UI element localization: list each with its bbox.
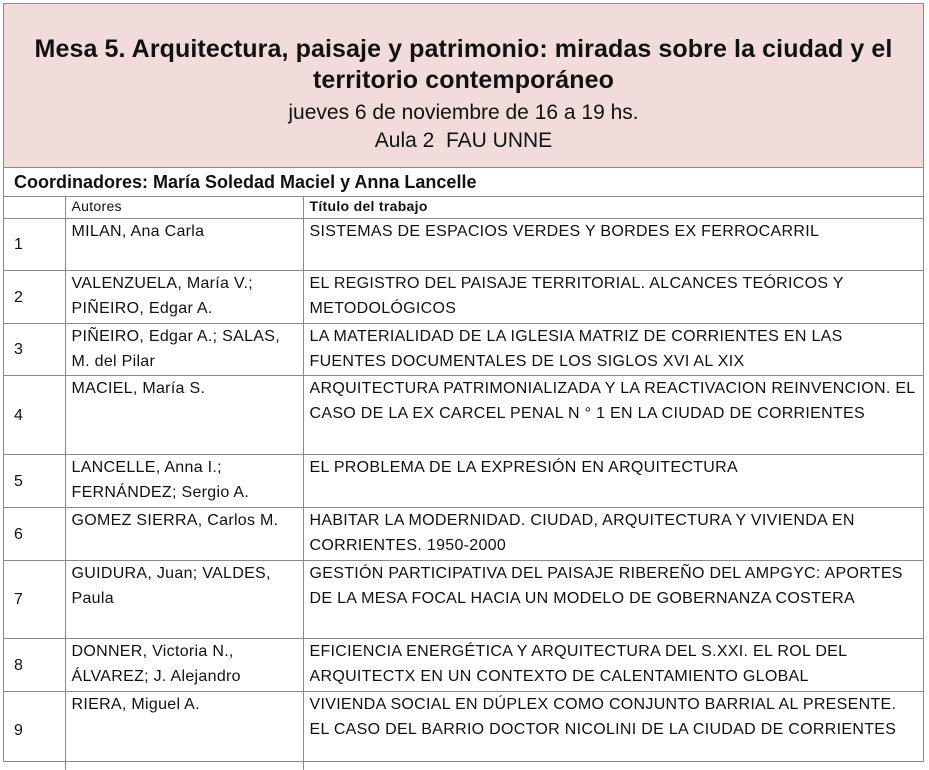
row-authors: VALENZUELA, María V.; PIÑEIRO, Edgar A. [65,271,303,324]
session-room: Aula 2 FAU UNNE [374,129,553,152]
row-authors: DONNER, Victoria N., ÁLVAREZ; J. Alejandro [65,639,303,692]
row-title: GESTIÓN PARTICIPATIVA DEL PAISAJE RIBEREÑO DEL AMPGYC: APORTES DE LA MESA FOCAL HACIA UN MODELO DE GOBERNANZA COSTERA [303,561,923,639]
table-row [4,271,923,324]
row-number: 4 [4,376,65,455]
row-number: 3 [4,324,65,376]
row-title: EL REGISTRO DEL PAISAJE TERRITORIAL. ALCANCES TEÓRICOS Y METODOLÓGICOS [303,271,923,324]
row-title: VIVIENDA SOCIAL EN DÚPLEX COMO CONJUNTO BARRIAL AL PRESENTE. EL CASO DEL BARRIO DOCTOR NICOLINI DE LA CIUDAD DE CORRIENTES [303,692,923,770]
row-title: EL PROBLEMA DE LA EXPRESIÓN EN ARQUITECTURA [303,455,923,508]
row-authors: GOMEZ SIERRA, Carlos M. [65,508,303,561]
table-row [4,376,923,455]
table-row [4,455,923,508]
coordinators-row: Coordinadores: María Soledad Maciel y Anna Lancelle [4,168,923,197]
row-title: HABITAR LA MODERNIDAD. CIUDAD, ARQUITECTURA Y VIVIENDA EN CORRIENTES. 1950-2000 [303,508,923,561]
table-header-row [4,197,923,219]
works-table [4,197,923,770]
row-title: LA MATERIALIDAD DE LA IGLESIA MATRIZ DE CORRIENTES EN LAS FUENTES DOCUMENTALES DE LOS SIGLOS XVI AL XIX [303,324,923,376]
row-title: ARQUITECTURA PATRIMONIALIZADA Y LA REACTIVACION REINVENCION. EL CASO DE LA EX CARCEL PENAL N ° 1 EN LA CIUDAD DE CORRIENTES [303,376,923,455]
row-title: SISTEMAS DE ESPACIOS VERDES Y BORDES EX FERROCARRIL [303,219,923,271]
row-authors: MACIEL, María S. [65,376,303,455]
row-number: 9 [4,692,65,770]
table-row [4,219,923,271]
program-table [3,3,924,762]
row-authors: LANCELLE, Anna I.; FERNÁNDEZ; Sergio A. [65,455,303,508]
row-number: 1 [4,219,65,271]
row-authors: GUIDURA, Juan; VALDES, Paula [65,561,303,639]
table-row [4,324,923,376]
row-number: 2 [4,271,65,324]
column-header-title: Título del trabajo [303,197,923,219]
row-title: EFICIENCIA ENERGÉTICA Y ARQUITECTURA DEL S.XXI. EL ROL DEL ARQUITECTX EN UN CONTEXTO DE CALENTAMIENTO GLOBAL [303,639,923,692]
table-row [4,639,923,692]
row-authors: RIERA, Miguel A. [65,692,303,770]
table-row [4,692,923,770]
row-authors: PIÑEIRO, Edgar A.; SALAS, M. del Pilar [65,324,303,376]
session-date: jueves 6 de noviembre de 16 a 19 hs. [288,101,639,124]
session-header [4,4,923,168]
row-number: 5 [4,455,65,508]
row-number: 7 [4,561,65,639]
table-row [4,561,923,639]
table-row [4,508,923,561]
row-authors: MILAN, Ana Carla [65,219,303,271]
column-header-number [4,197,65,219]
row-number: 8 [4,639,65,692]
row-number: 6 [4,508,65,561]
session-title: Mesa 5. Arquitectura, paisaje y patrimonio: miradas sobre la ciudad y el territorio contemporáneo [34,35,893,94]
column-header-authors: Autores [65,197,303,219]
